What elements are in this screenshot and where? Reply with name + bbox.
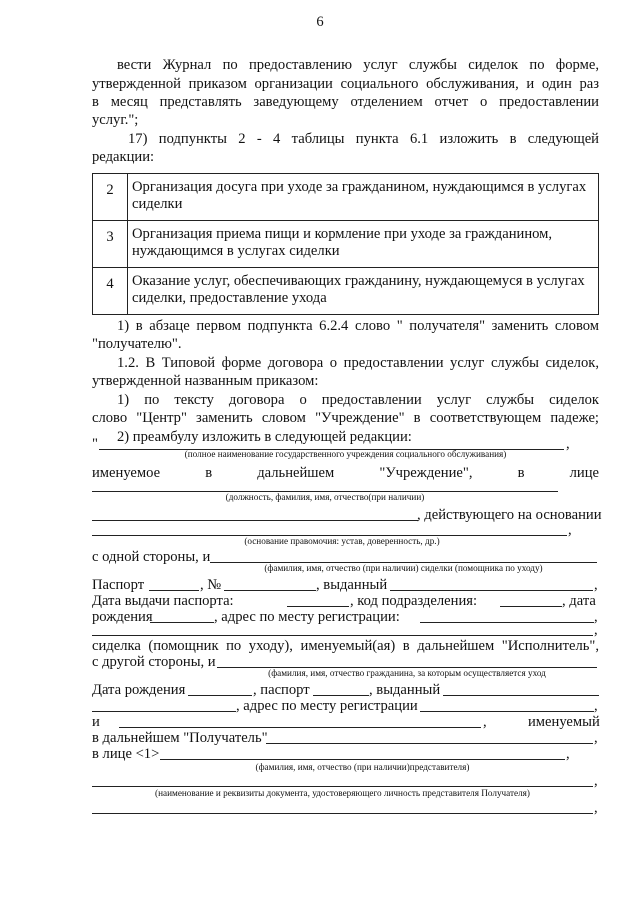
caption-document: (наименование и реквизиты документа, удостоверяющего личность представителя Получателя)	[155, 788, 530, 798]
recipient-field[interactable]	[266, 743, 593, 744]
caption-citizen: (фамилия, имя, отчество гражданина, за которым осуществляется уход	[268, 668, 546, 678]
representative-name-field[interactable]	[160, 759, 565, 760]
caption-position: (должность, фамилия, имя, отчество(при наличии)	[225, 492, 425, 502]
table-row	[93, 174, 599, 221]
birth-date-field[interactable]	[150, 622, 214, 623]
division-code-label: , код подразделения:	[350, 593, 478, 609]
and-word: и	[92, 714, 100, 730]
representative-field[interactable]	[119, 727, 481, 728]
carer-named-line: сиделка (помощник по уходу), именуемый(ая) в дальнейшем "Исполнитель",	[92, 638, 599, 654]
comma: ,	[594, 609, 598, 625]
citizen-birth-date-field[interactable]	[188, 695, 252, 696]
item17-line-2: редакции:	[92, 149, 155, 165]
para12-line-2: утвержденной названным приказом:	[92, 373, 319, 389]
para12-line-1: 1.2. В Типовой форме договора о предоставлении услуг службы сиделок,	[117, 355, 599, 371]
named-word: именуемый	[528, 714, 600, 730]
number-sign: , №	[200, 577, 222, 593]
row-number: 3	[93, 221, 128, 268]
comma: ,	[594, 622, 598, 638]
comma: ,	[594, 730, 598, 746]
passport-number-field[interactable]	[224, 590, 316, 591]
birth-date-label: Дата рождения	[92, 682, 186, 698]
intro-line-2: утвержденной приказом организации социального обслуживания, и один раз	[92, 76, 599, 92]
comma: ,	[594, 577, 598, 593]
named-line: именуемое в дальнейшем "Учреждение", в лице	[92, 465, 599, 481]
intro-line-3: в месяц представлять заведующему отделением отчет о предоставлении	[92, 94, 599, 110]
issued-by-field[interactable]	[390, 590, 593, 591]
in-person-label: в лице <1>	[92, 746, 160, 762]
citizen-issued-by-field[interactable]	[443, 695, 599, 696]
issue-date-label: Дата выдачи паспорта:	[92, 593, 234, 609]
caption-carer: (фамилия, имя, отчество (при наличии) сиделки (помощника по уходу)	[264, 563, 543, 573]
document-continuation-field[interactable]	[92, 813, 593, 814]
recipient-line: в дальнейшем "Получатель"	[92, 730, 268, 746]
comma: ,	[566, 436, 570, 452]
table-row	[93, 268, 599, 315]
reg-address-label: , адрес по месту регистрации:	[214, 609, 400, 625]
acting-person-field[interactable]	[92, 520, 418, 521]
intro-line-1: вести Журнал по предоставлению услуг службы сиделок по форме,	[117, 57, 599, 73]
acting-basis-text: , действующего на основании	[417, 507, 602, 523]
row-text: Организация досуга при уходе за гражданином, нуждающимся в услугах сиделки	[128, 174, 599, 221]
passport-lc-label: , паспорт	[253, 682, 310, 698]
citizen-issued-cont-field[interactable]	[92, 711, 236, 712]
page-number: 6	[316, 14, 324, 30]
row-text: Оказание услуг, обеспечивающих гражданину, нуждающемуся в услугах сиделки, предоставление ухода	[128, 268, 599, 315]
open-quote: "	[92, 436, 98, 452]
passport-label: Паспорт	[92, 577, 145, 593]
comma: ,	[594, 800, 598, 816]
row-number: 4	[93, 268, 128, 315]
date-word: , дата	[562, 593, 596, 609]
caption-institution: (полное наименование государственного учреждения социального обслуживания)	[184, 449, 507, 459]
table-row	[93, 221, 599, 268]
comma: ,	[568, 522, 572, 538]
sub2-line: 2) преамбулу изложить в следующей редакции:	[117, 429, 412, 445]
other-side-text: с другой стороны, и	[92, 654, 216, 670]
issued-label-2: , выданный	[369, 682, 441, 698]
services-table	[92, 173, 599, 315]
reg-address-field[interactable]	[420, 622, 594, 623]
citizen-passport-field[interactable]	[313, 695, 369, 696]
caption-representative: (фамилия, имя, отчество (при наличии)представителя)	[255, 762, 470, 772]
comma: ,	[483, 714, 487, 730]
issue-date-field[interactable]	[287, 606, 349, 607]
document-field[interactable]	[92, 786, 593, 787]
sub1-line-2: слово "Центр" заменить словом "Учреждение" в соответствующем падеже;	[92, 410, 599, 426]
item17-line-1: 17) подпункты 2 - 4 таблицы пункта 6.1 изложить в следующей	[128, 131, 599, 147]
para1-line-2: "получателю".	[92, 336, 182, 352]
comma: ,	[594, 698, 598, 714]
division-code-field[interactable]	[500, 606, 562, 607]
caption-basis: (основание правомочия: устав, доверенность, др.)	[244, 536, 440, 546]
reg-address2-label: , адрес по месту регистрации	[236, 698, 418, 714]
row-number: 2	[93, 174, 128, 221]
comma: ,	[594, 773, 598, 789]
citizen-reg-address-field[interactable]	[420, 711, 594, 712]
intro-line-4: услуг.";	[92, 112, 139, 128]
row-text: Организация приема пищи и кормление при уходе за гражданином, нуждающимся в услугах сиделки	[128, 221, 599, 268]
passport-series-field[interactable]	[149, 590, 199, 591]
comma: ,	[566, 746, 570, 762]
address-continuation-field[interactable]	[92, 635, 593, 636]
one-side-text: с одной стороны, и	[92, 549, 211, 565]
issued-label: , выданный	[316, 577, 388, 593]
sub1-line-1: 1) по тексту договора о предоставлении услуг службы сиделок	[117, 392, 599, 408]
birth-label: рождения	[92, 609, 153, 625]
para1-line-1: 1) в абзаце первом подпункта 6.2.4 слово " получателя" заменить словом	[117, 318, 599, 334]
